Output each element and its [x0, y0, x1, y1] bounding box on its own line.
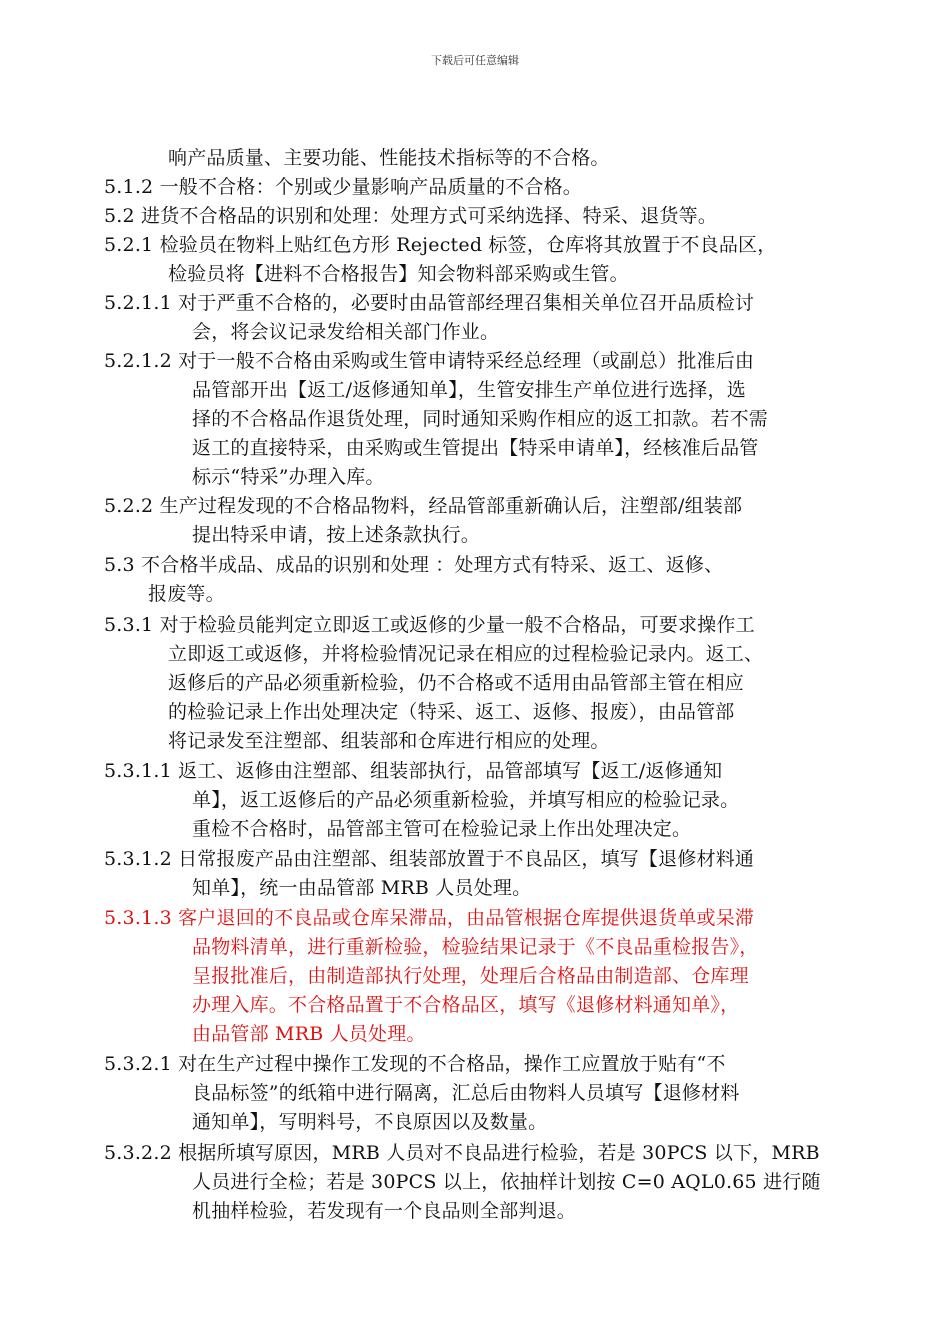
highlighted-text-line: 办理入库。不合格品置于不合格品区，填写《退修材料通知单》， [192, 994, 740, 1016]
text-line: 的检验记录上作出处理决定（特采、返工、返修、报废），由品管部 [168, 701, 735, 723]
text-line: 返修后的产品必须重新检验，仍不合格或不适用由品管部主管在相应 [168, 672, 745, 694]
text-line: 机抽样检验，若发现有一个良品则全部判退。 [192, 1200, 577, 1222]
text-line: 将记录发至注塑部、组装部和仓库进行相应的处理。 [168, 730, 610, 752]
text-line: 5.3.2.1 对在生产过程中操作工发现的不合格品，操作工应置放于贴有“不 [104, 1053, 726, 1075]
text-line: 检验员将【进料不合格报告】知会物料部采购或生管。 [168, 263, 629, 285]
text-line: 良品标签”的纸箱中进行隔离，汇总后由物料人员填写【退修材料 [192, 1082, 740, 1104]
page-header: 下载后可任意编辑 [431, 54, 519, 67]
text-line: 择的不合格品作退货处理，同时通知采购作相应的返工扣款。若不需 [192, 408, 769, 430]
text-line: 会，将会议记录发给相关部门作业。 [192, 321, 500, 343]
text-line: 单】，返工返修后的产品必须重新检验，并填写相应的检验记录。 [192, 789, 740, 811]
text-line: 响产品质量、主要功能、性能技术指标等的不合格。 [168, 147, 610, 169]
text-line: 通知单】，写明料号，不良原因以及数量。 [192, 1111, 548, 1133]
text-line: 5.3.1.2 日常报废产品由注塑部、组装部放置于不良品区，填写【退修材料通 [104, 848, 755, 870]
text-line: 标示“特采”办理入库。 [192, 466, 385, 488]
text-line: 5.3 不合格半成品、成品的识别和处理 ：处理方式有特采、返工、返修、 [104, 554, 724, 576]
text-line: 重检不合格时，品管部主管可在检验记录上作出处理决定。 [192, 818, 692, 840]
text-line: 5.3.2.2 根据所填写原因，MRB 人员对不良品进行检验，若是 30PCS 以下，MRB [104, 1142, 820, 1164]
text-line: 知单】，统一由品管部 MRB 人员处理。 [192, 877, 532, 899]
text-line: 提出特采申请，按上述条款执行。 [192, 524, 481, 546]
text-line: 人员进行全检；若是 30PCS 以上，依抽样计划按 C=0 AQL0.65 进行随 [192, 1171, 821, 1193]
text-line: 5.3.1 对于检验员能判定立即返工或返修的少量一般不合格品，可要求操作工 [104, 614, 755, 636]
text-line: 5.2.1 检验员在物料上贴红色方形 Rejected 标签，仓库将其放置于不良品区， [104, 234, 777, 256]
highlighted-text-line: 品物料清单，进行重新检验，检验结果记录于《不良品重检报告》， [192, 936, 759, 958]
highlighted-text-line: 由品管部 MRB 人员处理。 [192, 1023, 426, 1045]
text-line: 5.2 进货不合格品的识别和处理：处理方式可采纳选择、特采、退货等。 [104, 205, 718, 227]
text-line: 报废等。 [148, 583, 225, 605]
text-line: 5.1.2 一般不合格：个别或少量影响产品质量的不合格。 [104, 176, 582, 198]
text-line: 5.2.2 生产过程发现的不合格品物料，经品管部重新确认后，注塑部/组装部 [104, 495, 743, 517]
text-line: 5.2.1.1 对于严重不合格的，必要时由品管部经理召集相关单位召开品质检讨 [104, 292, 755, 314]
highlighted-text-line: 呈报批准后，由制造部执行处理，处理后合格品由制造部、仓库理 [192, 965, 749, 987]
text-line: 立即返工或返修，并将检验情况记录在相应的过程检验记录内。返工、 [168, 643, 764, 665]
text-line: 返工的直接特采，由采购或生管提出【特采申请单】，经核准后品管 [192, 437, 759, 459]
text-line: 5.2.1.2 对于一般不合格由采购或生管申请特采经总经理（或副总）批准后由 [104, 350, 755, 372]
highlighted-text-line: 5.3.1.3 客户退回的不良品或仓库呆滞品，由品管根据仓库提供退货单或呆滞 [104, 907, 755, 929]
text-line: 5.3.1.1 返工、返修由注塑部、组装部执行，品管部填写【返工/返修通知 [104, 760, 723, 782]
text-line: 品管部开出【返工/返修通知单】，生管安排生产单位进行选择，选 [192, 379, 746, 401]
